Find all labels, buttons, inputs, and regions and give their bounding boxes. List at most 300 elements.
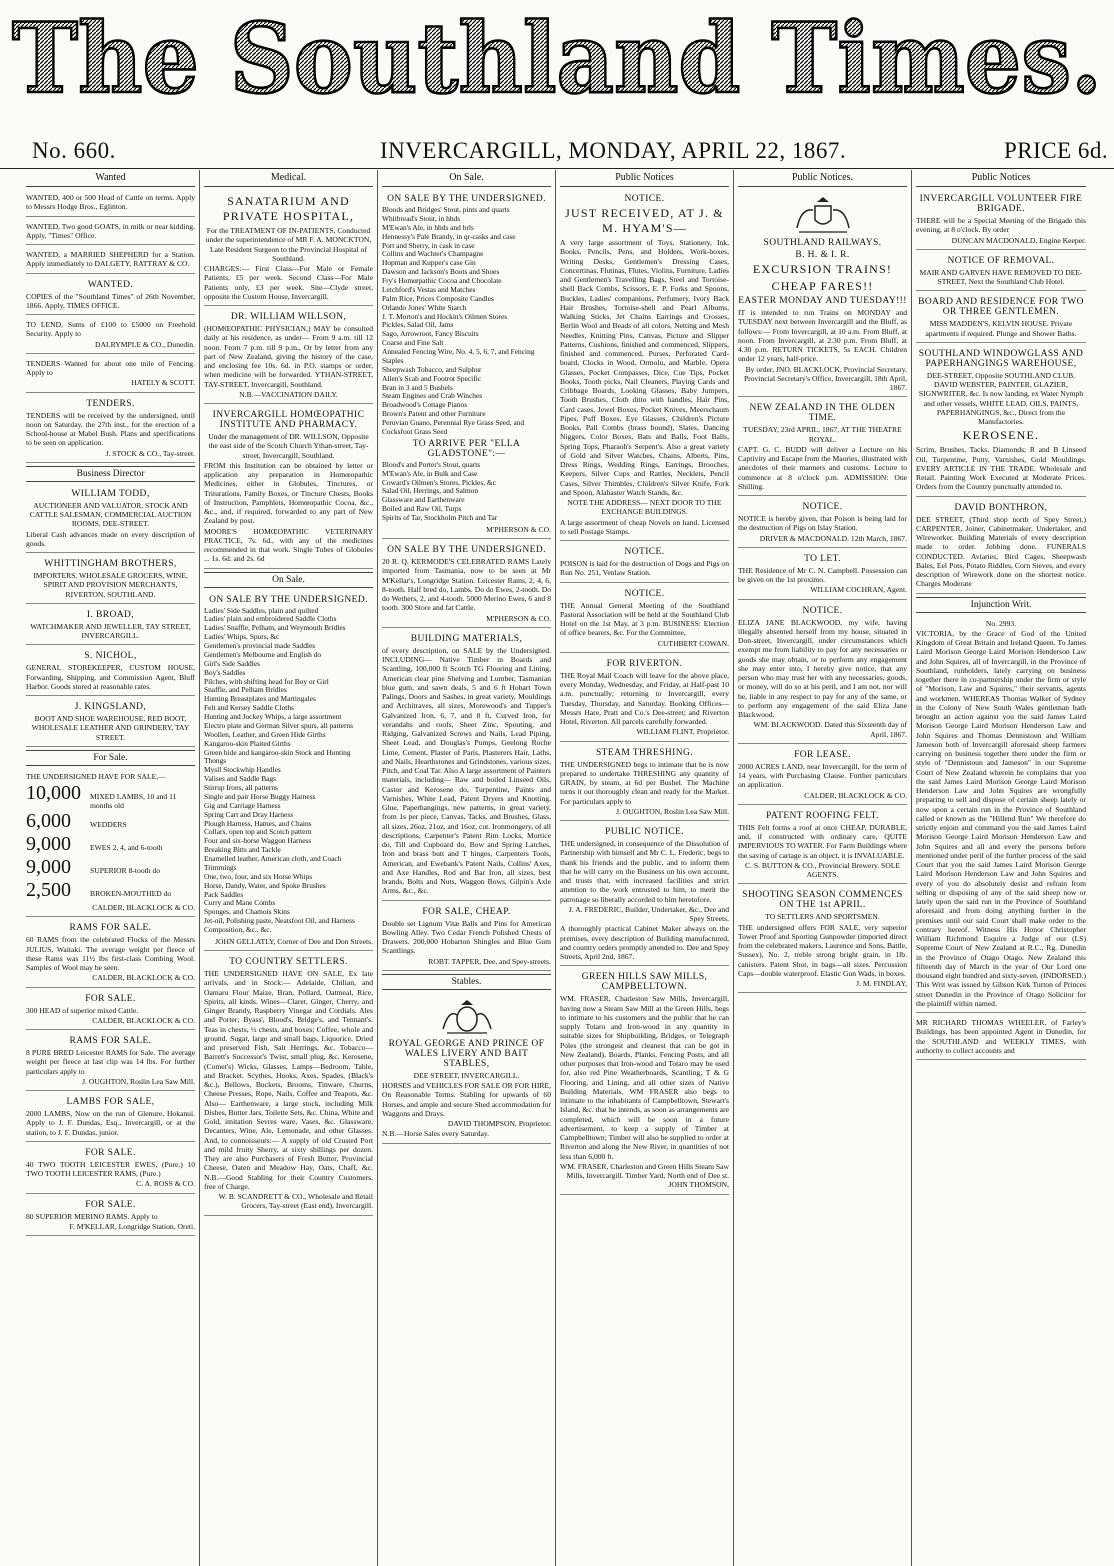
arrive-list	[382, 461, 551, 523]
list-item: Electro plate and German Silver spurs, all patterns	[204, 720, 353, 730]
ad	[26, 395, 195, 463]
list-item: Kangaroo-skin Plaited Girths	[204, 738, 291, 748]
ad	[382, 541, 551, 628]
stock-quantity: 9,000	[26, 856, 71, 878]
ad-title: ON SALE BY THE UNDERSIGNED.	[387, 194, 546, 204]
ad-title: NOTICE.	[624, 547, 665, 557]
list-item: Hunting Breastplates and Martingales	[204, 694, 316, 704]
list-item: Brown's Patent and other Furniture	[382, 409, 486, 419]
ad-text: N.B.—VACCINATION DAILY.	[239, 389, 338, 399]
masthead-title: The Southland Times.	[12, 2, 1102, 108]
royal-arms-icon	[793, 196, 853, 234]
section-heading: Injunction Writ.	[916, 597, 1086, 613]
stock-row	[26, 879, 195, 902]
ad	[382, 630, 551, 901]
ad	[26, 485, 195, 553]
ad	[916, 252, 1086, 292]
ad-signature: WILLIAM FLINT, Proprietor.	[636, 727, 729, 737]
ad-text: TO SETTLERS AND SPORTSMEN.	[765, 912, 880, 922]
list-item: Valises and Saddle Bags	[204, 774, 277, 784]
royal-crest-icon	[439, 999, 495, 1035]
ad-text: THE Residence of Mr C. N. Campbell. Possession can be given on the 1st proximo.	[738, 565, 907, 584]
ad-signature: J. OUGHTON, Roslin Lea Saw Mill.	[616, 806, 729, 816]
ad-title: BUILDING MATERIALS,	[410, 633, 523, 644]
list-item: Blood's and Porter's Stout, quarts	[382, 459, 481, 469]
ad-text: 80 SUPERIOR MERINO RAMS. Apply to	[26, 1211, 158, 1221]
ad-title: FOR SALE.	[85, 1199, 136, 1210]
ad-text: For the TREATMENT OF IN-PATIENTS, Conducted under the superintendence of MR F. A. MONCKTON, Late Resident Surgeon to the Provincial Hospital of Southland.	[205, 226, 372, 263]
ad	[916, 616, 1086, 1014]
list-item: Collins and Wachter's Champagne	[382, 249, 484, 259]
list-item: Pack Saddles	[204, 889, 244, 899]
list-item: Collars, open top and Scotch pattern	[204, 827, 312, 837]
ad-text: NOTICE is hereby given, that Poison is being laid for the destruction of Pigs on Islay Station.	[738, 514, 907, 533]
ad	[26, 555, 195, 604]
masthead-logo	[0, 0, 1114, 108]
section-heading: Business Director	[26, 466, 195, 482]
column-heading: On Sale.	[382, 170, 551, 187]
list-item: Letchford's Vestas and Matches	[382, 284, 476, 294]
ad	[738, 498, 907, 548]
ad-subtitle: CHEAP FARES!!	[771, 279, 874, 293]
ad	[26, 990, 195, 1031]
ad-text: CAPT. G. C. BUDD will deliver a Lecture on his Captivity and Escape from the Maories, illustrated with anecdotes of their manners and customs. Lecture to commence at 8 o'clock p.m. ADMISSION: One Shilling.	[738, 444, 907, 491]
ad-text: N.B.—Horse Sales every Saturday.	[382, 1129, 490, 1139]
ad-text: 2000 LAMBS, Now on the run of Glenure, Hokanui. Apply to J. F. Dundas, Esq., Invercargill, or at the station, to J. F. Dundas, junior.	[26, 1109, 195, 1137]
ad	[204, 308, 373, 404]
list-item: Horse, Dandy, Water, and Spoke Brushes	[204, 880, 326, 890]
ad-signature: JOHN GELLATLY, Corner of Dee and Don Streets.	[215, 936, 373, 946]
ad-subtitle: KEROSENE.	[962, 428, 1040, 443]
ad	[26, 317, 195, 354]
list-item: Whitbread's Stout, in hhds	[382, 213, 461, 223]
ad-signature: M'PHERSON & CO.	[486, 524, 551, 534]
ad	[26, 1144, 195, 1194]
column-public-notices-1	[556, 170, 734, 1566]
list-item: Gentlemen's provincial made Saddles	[204, 641, 316, 650]
section-heading: For Sale.	[26, 750, 195, 766]
ad-signature: WILLIAM COCHRAN, Agent.	[810, 585, 907, 595]
ad-title: SHOOTING SEASON COMMENCES ON THE 1st APRIL.	[742, 890, 903, 911]
ad-text: TUESDAY, 23rd APRIL, 1867, AT THE THEATRE ROYAL.	[743, 425, 902, 444]
ad-title: FOR SALE, CHEAP.	[422, 906, 511, 917]
ad-subtitle: TO ARRIVE PER "ELLA GLADSTONE":—	[412, 438, 521, 459]
ad-subtitle: B. H. & I. R.	[795, 250, 850, 260]
column-heading: Public Notices.	[738, 170, 907, 187]
columns	[22, 170, 1114, 1566]
ad	[26, 190, 195, 217]
ad-text: 60 RAMS from the celebrated Flocks of the Messrs JULIUS, Waitaki. The average weight per fleece of these Rams was 11½ lbs first-class Combing Wool. Samples of Wool may be seen.	[26, 935, 195, 972]
ad	[738, 886, 907, 993]
issue-price: PRICE 6d.	[1004, 138, 1109, 163]
ad-text: A very large assortment of Toys, Stationery, Ink, Books, Pencils, Pens, and Holders, Work-boxes, Writing Desks, Gentlemen's Dressing Cases, Concertinas, Flutinas, Flutes, Violins, Furniture, Ladies and Gentlemen's Travelling Bags, Steel and Tortoise-shell Back Combs, Scissors, E. P. Forks and Spoons, Buckles, Ladies' companions, Perfumery, Ivory Back Hair Brushes, Tortoise-shell and Pearl Albums, Walking Sticks, Jet Chains Earrings and Crosses, Berlin Wool and Beads of all colors, Netting and Mesh Needles, Knitting Pins, Canvas, Picture and Slipper Patterns, Cushions, finished and commenced, Slippers, finished and commenced, Purses, Perforated Card-board, Clocks in Wood, Ormolu, and Marble, Opera Glasses, Pocket Compasses, Dice, Cue Tips, Pocket Books, Tooth picks, Nail Cleaners, Playing Cards and Cribbage Boards, Looking Glasses, Baby Jumpers, Tooth Brushes, Cloth ditto with handles, Hair Pins, Card cases, Jewel Boxes, Pocket Knives, Meerschaum Pipes, Puff Boxes, Eye Glasses, Children's Picture Books, Pall Combs (brass bound), Slates, Dancing Niggers, Color Boxes, Bats and Balls, Foot Balls, Spring Tops, Pharaoh's Serpent's. Also a great variety of Gold and Silver Watches, Chains, Alberts, Pins, Dress Rings, Wedding Rings, Earrings, Brooches, Keepers, Silver Cups and Rattles, Necklets, Pencil Cases, Silver Thimbles, Children's Silver Knife, Fork and Spoon, Alabaster Watch Stands, &c.	[560, 238, 729, 497]
list-item: Boy's Saddles	[204, 667, 246, 677]
ad-text: MR RICHARD THOMAS WHEELER, of Farley's Buildings, has been appointed Agent in Dunedin, for the SOUTHLAND and WEEKLY TIMES, with authority to collect accounts and	[916, 1018, 1086, 1055]
list-item: Ladies' plain and embroidered Saddle Cloths	[204, 614, 337, 624]
ad	[26, 219, 195, 246]
ad-signature: F. M'KELLAR, Longridge Station, Oreti.	[69, 1221, 195, 1231]
list-item: Ladies' Snaffle, Pelham, and Weymouth Bridles	[204, 623, 346, 633]
ad-text: COPIES of the "Southland Times" of 26th November, 1866. Apply, TIMES OFFICE.	[26, 291, 195, 310]
ad-text: VICTORIA, by the Grace of God of the United Kingdom of Great Britain and Ireland Queen. To James Laird Morison George Laird Morison Henderson Law and John Squires, all of Invercargill, in the Province of Southland, runholders, lately carrying on business together there in co-partnership under the firm or style of "Morison, Law and Squires," their servants, agents and workmen. WHEREAS Thomas Walker of Sydney in the Colony of New South Wales gentleman hath brought an action against you the said James Laird Morison George Laird Morison Henderson Law and John Squires and Thomas Dennistoun and William Jameson both of Invercargill aforesaid sheep farmers carrying on business together there under the firm or style of "Dennistoun and Jameson" in our Supreme Court of New Zealand wherein he complains that you the said James Laird Morison George Laird Morison Henderson Law and John Squires are wrongfully preparing to sell and dispose of certain sheep lately or now upon a certain run in the Province of Southland called or known as the "Hillend Run" We therefore do strictly enjoin and command you the said James Laird Morison George Laird Morison Henderson Law and John Squires and all and every the persons before mentioned under peril of the further process of the said Court that you the said James Laird Morison George Laird Morison Henderson Law and John Squires and every of you do absolutely desist and refrain from selling or disposing of any of the said sheep now or lately upon the said run in the Province of Southland aforesaid and from doing anything further in the premises until our said Court shall make order to the contrary hereof. Witness His Honor Christopher William Richmond Esquire a Judge of our (LS) Supreme Court of New Zealand at R.C., Rg. Dunedin in the Province of Otago Otago. New Zealand this fifteenth day of March in the year of Our Lord one thousand eight hundred and sixty-seven. (INDORSED.) This Writ was issued by Gibson Kirk Turton of Princes street Dunedin in the Province of Otago Solicitor for the plaintiff within named.	[916, 628, 1086, 1008]
ad-text: WANTED, Two good GOATS, in milk or near kidding. Apply, "Times" Office.	[26, 221, 195, 240]
list-item: Gig and Carriage Harness	[204, 800, 281, 810]
ad-text: (HOMŒOPATHIC PHYSICIAN,) MAY be consulted daily at his residence, as under— From 9 a.m. till 12 noon. From 7 p.m. till 9 p.m., Or by letter from any part of New Zealand, giving the history of the case, and enclosing fee 10s. 6d. in P.O. stamps or order, when medicine will be forwarded. YTHAN-STREET, TAY-STREET, Invercargill, Southland.	[204, 324, 373, 389]
ad-text: THE undersigned offers FOR SALE, very superior Tower Proof and Sporting Gunpowder (imported direct from the celebrated makers, Laurence and Sons, Battle, Sussex), No. 2, treble strong bright grain, in 1lb. canisters. Patent Shot, in bags—all sizes. Percussion Caps—double waterproof. Elastic Gun Wads, in boxes.	[738, 922, 907, 978]
list-item: Jet-oil, Polishing paste, Neatsfoot Oil, and Harness Composition, &c., &c.	[204, 916, 355, 934]
stock-row	[26, 782, 195, 810]
ad-text: WANTED, a MARRIED SHEPHERD for a Station. Apply immediately to DALGETY, RATTRAY & CO.	[26, 250, 195, 269]
goods-list	[382, 206, 551, 437]
ad-text: MAIR AND GARVEN HAVE REMOVED TO DEE-STREET, Next the Southland Club Hotel.	[919, 267, 1083, 286]
column-public-notices-3	[912, 170, 1090, 1566]
ad-title: PATENT ROOFING FELT.	[766, 810, 879, 821]
ad-text: Scrim, Brushes, Tacks, Diamonds; R and B Linseed Oil, Turpentine, Putty, Varnishes, Gold Mouldings. EVERY ARTICLE IN THE TRADE. Wholesale and Retail. Painting Work Executed at Moderate Prices. Orders from the Country punctually attended to.	[916, 445, 1086, 492]
section-heading: On Sale.	[204, 572, 373, 588]
ad-title: J. KINGSLAND,	[74, 702, 147, 712]
ad-title: DR. WILLIAM WILLSON,	[230, 312, 347, 322]
ad-title: ROYAL GEORGE AND PRINCE OF WALES LIVERY AND BAIT STABLES,	[388, 1038, 545, 1069]
list-item: Enamelled leather, American cloth, and Coach Trimmings	[204, 854, 342, 872]
ad-signature: W. B. SCANDRETT & CO., Wholesale and Retail Grocers, Tay-street (East end), Invercargill.	[218, 1192, 373, 1211]
ad-title: I. BROAD,	[86, 609, 135, 620]
ad	[382, 903, 551, 971]
ad-text: FROM this Institution can be obtained by letter or application any preparation in Homœopathic Medicines, either in Globules, Tinctures, or Triturations, Family Boxes, or Tincture Chests, Books of Instruction, Pamphlets, Homœopathic Cocoa, &c., &c., and, if required, forwarded to any part of New Zealand by post.	[204, 460, 373, 526]
ad-signature: CUTHBERT COWAN.	[657, 638, 729, 648]
ad-signature: DAVID THOMPSON, Proprietor.	[447, 1119, 551, 1129]
list-item: Peruvian Guano, Perennial Rye Grass Seed, and Cocksfoot Grass Seed	[382, 418, 525, 436]
ad-title: INVERCARGILL VOLUNTEER FIRE BRIGADE.	[919, 194, 1083, 214]
list-item: Bran in 3 and 5 Bushels	[382, 382, 453, 392]
list-item: Woollen, Leather, and Green Hide Girths	[204, 729, 326, 739]
list-item: Four and six-horse Waggon Harness	[204, 836, 312, 846]
list-item: Plough Harness, Hames, and Chains	[204, 818, 312, 828]
ad-text: DEE STREET, INVERCARGILL.	[413, 1070, 520, 1080]
list-item: Hennessy's Pale Brandy, in qr-casks and case	[382, 231, 516, 241]
ad-text: DEE-STREET, Opposite SOUTHLAND CLUB. DAVID WEBSTER, PAINTER, GLAZIER, SIGNWRITER, &c. Is now landing, ex Water Nymph and other vessels, WHITE LEAD, OILS, PAINTS, PAPERHANGINGS, &c., Direct from the Manufactories.	[918, 370, 1084, 426]
ad	[26, 769, 195, 918]
list-item: Ladies' Side Saddles, plain and quilted	[204, 605, 319, 615]
ad-title: TO COUNTRY SETTLERS.	[229, 957, 348, 968]
list-item: Sponges, and Chamois Skins	[204, 907, 290, 917]
stock-row	[26, 856, 195, 879]
stock-row	[26, 810, 195, 833]
ad-title: NOTICE.	[624, 194, 665, 204]
list-item: Coward's Oilmen's Stores, Pickles, &c	[382, 477, 496, 487]
ad-title: S. NICHOL,	[84, 651, 137, 662]
ad-text: TENDERS will be received by the undersigned, until noon on Saturday, the 27th inst., for the erection of a School-house at Mabel Bush. Plans and specifications to be seen on application.	[26, 410, 195, 448]
ad	[26, 919, 195, 987]
ad	[26, 1093, 195, 1142]
ad	[26, 356, 195, 393]
ad	[26, 276, 195, 316]
ad-text: BOOT AND SHOE WAREHOUSE, RED BOOT, WHOLESALE LEATHER AND GRINDERY, TAY STREET.	[31, 714, 190, 742]
ad-signature: WM. FRASER, Charleston and Green Hills Steam Saw Mills, Invercargill. Timber Yard, North end of Dee st. JOHN THOMSON,	[560, 1161, 729, 1190]
ad-title: ON SALE BY THE UNDERSIGNED.	[387, 545, 546, 556]
ad	[916, 345, 1086, 497]
ad-title: LAMBS FOR SALE,	[66, 1097, 155, 1107]
ad	[26, 1032, 195, 1091]
column-heading: Public Notices	[560, 170, 729, 187]
ad-title: BOARD AND RESIDENCE FOR TWO OR THREE GENTLEMEN.	[918, 297, 1084, 318]
ad-text: THE undersigned, in consequence of the Dissolution of Partnership with himself and Mr C. L. Frederic, begs to thank his friends and the public, and to inform them that he will carry on the Business on his own account, and trusts that, with increased facilities and strict attention to the work entrusted to him, to merit the patronage so liberally accorded to him heretofore.	[560, 839, 729, 904]
stock-description: BROKEN-MOUTHED do	[90, 889, 172, 898]
ad-title: NEW ZEALAND IN THE OLDEN TIME.	[749, 403, 896, 424]
list-item: Felt and Kersey Saddle Cloths	[204, 703, 294, 713]
ad-signature: ROBT. TAPPER, Dee, and Spey-streets.	[428, 956, 551, 966]
list-item: Hunting and Jockey Whips, a large assortment	[204, 712, 342, 721]
list-item: Green hide and kangaroo-skin Stock and Hunting Thongs	[204, 747, 351, 766]
ad-signature: J. OUGHTON, Roslin Lea Saw Mill.	[82, 1076, 195, 1086]
ad	[382, 190, 551, 539]
ad-title: TENDERS.	[86, 398, 135, 409]
list-item: Dawson and Jackson's Boots and Shoes	[382, 267, 500, 277]
list-item: Ladies' Whips, Spurs, &c	[204, 632, 280, 642]
ad	[26, 647, 195, 696]
stock-quantity: 10,000	[26, 782, 81, 804]
list-item: M'Ewan's Ale, in Bulk and Case	[382, 468, 478, 478]
list-item: Bloods and Bridges' Stout, pints and quarts	[382, 205, 510, 214]
ad	[560, 744, 729, 822]
list-item: Steam Engines and Crab Winches	[382, 391, 483, 401]
ad-signature: DUNCAN MACDONALD, Engine Keeper.	[951, 235, 1086, 245]
ad	[204, 406, 373, 569]
ad-signature: J. A. FREDERIC, Builder, Undertaker, &c., Dee and Spey Streets.	[568, 904, 729, 923]
column-public-notices-2	[734, 170, 912, 1566]
ad-title: FOR RIVERTON.	[606, 658, 683, 669]
stock-quantity: 2,500	[26, 879, 71, 901]
ad-text: THIS Felt forms a roof at once CHEAP, DURABLE, and, if constructed with ordinary care, QUITE IMPERVIOUS TO WATER. For Farm Buildings where the saving of cartage is an object, it is INVALUABLE.	[738, 822, 907, 860]
ad-title: WILLIAM TODD,	[71, 488, 150, 499]
ad-text: THE UNDERSIGNED begs to intimate that he is now prepared to undertake THRESHING any quantity of GRAIN, by steam, at 6d per Bushel. The Machine turns it out thoroughly clean and ready for the Market. For particulars apply to	[560, 759, 729, 806]
column-wanted	[22, 170, 200, 1566]
stock-description: WEDDERS	[90, 820, 127, 829]
ad-text: WATCHMAKER AND JEWELLER, TAY STREET, INVERCARGILL.	[30, 621, 191, 640]
list-item: Sago, Arrowroot, Fancy Biscuits	[382, 329, 479, 339]
ad	[204, 190, 373, 306]
list-item: Sheepwash Tobacco, and Sulphur	[382, 364, 482, 374]
ad-subtitle: JUST RECEIVED, AT J. & M. HYAM'S—	[565, 206, 724, 235]
list-item: Gentlemen's Melbourne and English do	[204, 649, 322, 659]
ad-text: Double set Lignum Vitæ Balls and Pins for American Bowling Alley. Two Cedar French Polished Chests of Drawers. 200,000 Hobarton Shingles and Blue Gum Scantlings.	[382, 918, 551, 956]
ad-text: THERE will be a Special Meeting of the Brigade this evening, at 8 o'clock. By order	[916, 216, 1086, 235]
list-item: Curry and Mane Combs	[204, 898, 276, 908]
ad-title: NOTICE.	[802, 502, 843, 512]
ad	[382, 993, 551, 1144]
ad-text: MISS MADDEN'S, KELVIN HOUSE. Private apartments if required. Plunge and Shower Baths.	[925, 319, 1077, 338]
ad	[26, 698, 195, 747]
ad	[204, 591, 373, 952]
stock-description: EWES 2, 4, and 6-tooth	[90, 843, 163, 852]
column-heading: Wanted	[26, 170, 195, 187]
ad-text: MOORE'S HOMŒOPATHIC VETERINARY PRACTICE, 7s. 6d., with any of the medicines recommended in that work. Single Tubes of Globules ... 1s. 6d. and 2s. 6d	[204, 526, 373, 564]
list-item: Orlando Jones' White Starch	[382, 302, 467, 312]
ad-title: RAMS FOR SALE.	[69, 1036, 152, 1046]
ad-signature: J. STOCK & CO., Tay-street.	[105, 448, 195, 458]
ad-text: IT is intended to run Trains on MONDAY and TUESDAY next between Invercargill and the Bluff, as follows:— From Invercargill, at 10 a.m. From Bluff, at noon. From Invercargill, at 2.30 p.m. From Bluff, at 4.30 p.m. RETURN TICKETS, 5s EACH. Children under 12 years, half-price.	[738, 308, 907, 364]
ad-title: RAMS FOR SALE.	[69, 923, 152, 934]
ad-signature: M'PHERSON & CO.	[486, 613, 551, 623]
ad-text: 20 R. Q. KERMODE'S CELEBRATED RAMS Lately imported from Tasmania, now to be seen at Mr M'Kellar's, Longridge Station. Leicester Rams, 2, 4, 6, 8-tooth. Half bred do, Lambs. Do do Ewes, 2-tooth. Do do Wethers, 2, and 4-tooth. 5000 Merino Ewes, 6 and 8 tooth. 300 Store and fat Cattle.	[382, 557, 551, 613]
ad-signature: C. A. ROSS & CO.	[136, 1179, 195, 1189]
ad-subtitle: EASTER MONDAY AND TUESDAY!!!	[738, 296, 907, 306]
ad-text: 8 PURE BRED Leicester RAMS for Sale. The average weight per fleece at last clip was 14 lbs. For further particulars apply to	[26, 1048, 195, 1076]
column-medical	[200, 170, 378, 1566]
stock-row	[26, 833, 195, 856]
list-item: Palm Rice, Prices Composite Candles	[382, 293, 494, 303]
ad-signature: J. M. FINDLAY,	[856, 979, 907, 988]
ad-title: DAVID BONTHRON,	[954, 502, 1048, 513]
ad-title: SOUTHLAND WINDOWGLASS AND PAPERHANGINGS WAREHOUSE,	[918, 348, 1084, 369]
list-item: Glassware and Earthenware	[382, 495, 465, 505]
list-item: Salad Oil, Herrings, and Salmon	[382, 486, 479, 496]
list-item: M'Ewan's Ale, in hhds and brls	[382, 222, 474, 232]
ad	[26, 247, 195, 274]
ad-text: POISON is laid for the destruction of Dogs and Pigs on Run No. 251, Venlaw Station.	[560, 559, 729, 578]
ad-signature: CALDER, BLACKLOCK & CO.	[92, 903, 195, 912]
ad-text: Under the management of DR. WILLSON, Opposite the east side of the Scotch Church Ythan-street, Tay-street, Invercargill, Southland.	[208, 432, 369, 460]
ad-title: WANTED.	[87, 279, 134, 290]
ad-title: GREEN HILLS SAW MILLS, CAMPBELLTOWN.	[581, 972, 708, 993]
ad	[916, 1015, 1086, 1060]
ad	[26, 606, 195, 646]
ad-text: 40 TWO TOOTH LEICESTER EWES, (Pure.) 10 TWO TOOTH LEICESTER RAMS, (Pure.)	[26, 1159, 195, 1178]
list-item: Pickles, Salad Oil, Jams	[382, 320, 454, 330]
issue-bar	[0, 136, 1114, 169]
ad	[560, 190, 729, 541]
column-heading: Medical.	[204, 170, 373, 187]
list-item: Snaffle, and Pelham Bridles	[204, 685, 287, 695]
ad	[738, 550, 907, 600]
list-item: Girl's Side Saddles	[204, 658, 260, 668]
list-item: Fry's Homœpathic Cocoa and Chocolate	[382, 276, 502, 285]
ad-signature: HATELY & SCOTT.	[131, 378, 195, 388]
list-item: Mysll Stockwhip Handles	[204, 765, 281, 775]
ad-text: IMPORTERS, WHOLESALE GROCERS, WINE, SPIRIT AND PROVISION MERCHANTS, RIVERTON, SOUTHLAND.	[33, 571, 188, 599]
ad-text: THE UNDERSIGNED HAVE ON SALE, Ex late arrivals, and in Stock:— Adelaide, Chilian, and Oamaru Flour Maize, Bran, Pollard, Oatmeal, Rice, Spirits, all kinds. Wines—Claret, Ginger, Cherry, and Ginger Brandy, Raspberry Vinegar and Cordials. Ales and Porter; Byass', Blood's, Bridge's, and Tennant's. Teas in chests, ½ chests, and boxes; Coffee, whole and ground. Sugar, large and small bags, Liquorice. Dried and preserved Fish, Salt Herrings, &c. Tobacco—Barrett's Successor's Twist, small plug, &c. Kerosene, (Comet's) Wicks, Glasses, Lamps—Bedroom, Table, and Bracket. Scythes, Hooks, Axes, Spades, (Black's &c.), Bellows, Buckets, Brooms, Tinware, Churns, Cheese Presses, Rope, Nails, Coffee and Teapots, &c. Also— Earthenware, a large stock, including Milk Dishes, Butter Jars, Toilette Sets, &c. China, White and Gold, imitation Sevres ware, Vases, &c. Glassware, Decanters, Wine, Ale, Lemonade, and other Glasses. And, to connoisseurs:— A supply of old Crusted Port and mild fruity Sherry, at sixty shillings per dozen. They are also Purchasers of Fresh Butter, Provincial Cheese, Oaten and Meadow Hay, Oats, Chaff, &c. N.B.—Good Stabling for their Country Customers, free of Charge.	[204, 969, 373, 1191]
ad-text: THE UNDERSIGNED HAVE FOR SALE,—	[26, 771, 166, 781]
column-heading: Public Notices	[916, 170, 1086, 187]
ad-text: A thoroughly practical Cabinet Maker always on the premises, every description of Building manufactured, and country orders promptly attended to. Dee and Spey Streets, April 2nd, 1867.	[560, 924, 729, 961]
list-item: Broadwood's Cottage Pianos	[382, 400, 468, 410]
list-item: Breaking Bitts and Tackle	[204, 845, 281, 855]
ad	[916, 293, 1086, 343]
ad	[738, 807, 907, 885]
ad-title: NOTICE.	[802, 605, 843, 616]
ad-text: THE Royal Mail Coach will leave for the above place, every Monday, Wednesday, and Friday, at Half-past 10 a.m. punctually; returning to Invercargill, every Tuesday, Thursday, and Saturday. Booking Offices—Messrs Hare, Pratt and Co.'s Dee-street; and Riverton Hotel, Riverton. All parcels carefully forwarded.	[560, 670, 729, 726]
section-heading: Stables.	[382, 974, 551, 990]
ad-text: TENDERS Wanted for about one mile of Fencing. Apply to	[26, 358, 195, 377]
ad	[738, 602, 907, 744]
stock-list	[26, 782, 195, 902]
ad	[738, 190, 907, 397]
stock-quantity: 9,000	[26, 833, 71, 855]
saddlery-list	[204, 607, 373, 935]
ad-text: ELIZA JANE BLACKWOOD, my wife, having illegally absented herself from my house, situated in Don-street, Invercargill, under circumstances which exempt me from liability to pay for any necessaries or goods she may obtain, or to perform any engagement she may enter into, I hereby give notice, that any person who may trust her with any necessaries, goods, or money, will do so at his peril, and I am not, nor will be, liable in any respect to pay for any of the same, or to perform any engagement of the said Eliza Jane Blackwood.	[738, 617, 907, 719]
ad	[560, 655, 729, 742]
ad-text: Liberal Cash advances made on every description of goods.	[26, 529, 195, 548]
ad	[916, 190, 1086, 250]
ad-text: THE Annual General Meeting of the Southland Pastoral Association will be held at the Southland Club Hotel on the 1st May, at 3 p.m. BUSINESS: Election of office bearers, &c. For the Committee,	[560, 600, 729, 638]
list-item: Stirrup Irons, all patterns	[204, 783, 278, 792]
ad-title: NOTICE OF REMOVAL.	[947, 255, 1055, 266]
list-item: Spring Cart and Dray Harness	[204, 809, 294, 819]
ad	[204, 953, 373, 1216]
ad-text: WM. FRASER, Charleston Saw Mills, Invercargill, having now a Steam Saw Mill at the Green Hills, begs to intimate to his customers and the public that he can supply Totaro and Iron-wood in any quantity in suitable sizes for Shipbuilding, Bridges, or Telegraph Poles (the strongest and cleanest that can be got in New Zealand), Boards, Planks, Fencing Posts, and all other purposes that Iron-wood and Totaro may be used for, also red Pine Weatherboards, Scantling, T & G Flooring, and Lining, and all other sizes of Native Building Materials. WM FRASER also begs to intimate to the inhabitants of Campbelltown, Stewart's Island, &c. that he intends, as soon as arrangements are completed, which will be soon in a future advertisement, to keep a supply of Timber at Campbelltown; Timber will also be supplied to order at Riverton and along the New River, in quantities of not less than 6,000 ft.	[560, 994, 729, 1161]
ad-title: FOR LEASE.	[794, 749, 851, 760]
ad	[26, 1196, 195, 1237]
ad	[560, 585, 729, 653]
list-item: Spirits of Tar, Stockholm Pitch and Tar	[382, 513, 498, 522]
list-item: Single and pair Horse Buggy Harness	[204, 791, 316, 801]
ad-title: STEAM THRESHING.	[595, 747, 693, 758]
ad-title: TO LET.	[804, 553, 841, 564]
ad-title: SANATARIUM AND PRIVATE HOSPITAL,	[222, 194, 355, 223]
ad-text: TO LEND, Sums of £100 to £5000 on Freehold Security. Apply to	[26, 320, 195, 339]
ad-title: SOUTHLAND RAILWAYS.	[763, 238, 882, 248]
list-item: Boiled and Raw Oil, Turps	[382, 504, 462, 514]
ad-text: No. 2993.	[985, 618, 1017, 628]
ad-title: WHITTINGHAM BROTHERS,	[44, 559, 177, 569]
ad-title: INVERCARGILL HOMŒOPATHIC INSTITUTE AND PHARMACY.	[212, 410, 365, 430]
issue-number: No. 660.	[32, 138, 116, 163]
ad-title: FOR SALE.	[85, 1147, 136, 1158]
ad-text: AUCTIONEER AND VALUATOR, STOCK AND CATTLE SALESMAN, COMMERCIAL AUCTION ROOMS, DEE-STREET.	[29, 500, 192, 529]
ad-signature: DRIVER & MACDONALD. 12th March, 1867.	[759, 533, 907, 543]
list-item: J. T. Morton's and Hockin's Oilmen Stores	[382, 311, 508, 321]
ad-text: HORSES and VEHICLES FOR SALE OR FOR HIRE, On Reasonable Terms. Stabling for upwards of 60 Horses, and ample and secure Shed accommodation for Waggons and Drays.	[382, 1081, 551, 1118]
stock-description: SUPERIOR 8-tooth do	[90, 866, 161, 875]
ad-signature: C. S. BUTTON & CO., Provincial Brewery. SOLE AGENTS.	[744, 860, 901, 879]
ad-signature: WM. BLACKWOOD. Dated this Sixteenth day of April, 1867.	[753, 720, 907, 739]
ad-signature: By order, JNO. BLACKLOCK, Provincial Secretary. Provincial Secretary's Office, Invercargill, 18th April, 1867.	[743, 364, 907, 392]
list-item: Allen's Scab and Footrot Specific	[382, 373, 482, 383]
list-item: One, two, four, and six Horse Whips	[204, 871, 313, 881]
ad	[916, 499, 1086, 594]
ad-title: PUBLIC NOTICE.	[605, 827, 684, 837]
ad	[738, 399, 907, 496]
stock-description: MIXED LAMBS, 10 and 11 months old	[90, 792, 177, 810]
list-item: Coarse and Fine Salt	[382, 338, 444, 348]
ad	[560, 968, 729, 1194]
ad-text: GENERAL STOREKEEPER, CUSTOM HOUSE, Forwarding, Shipping, and Commission Agent, Bluff Harbor. Goods stored at reasonable rates.	[26, 663, 195, 691]
list-item: Annealed Fencing Wire, No. 4, 5, 6, 7, and Fencing Staples	[382, 347, 535, 365]
stock-quantity: 6,000	[26, 810, 71, 832]
ad-title: ON SALE BY THE UNDERSIGNED.	[209, 594, 368, 605]
ad	[560, 823, 729, 966]
masthead	[0, 0, 1114, 108]
ad-text: WANTED, 400 or 500 Head of Cattle on terms. Apply to Messrs Hodge Bros., Eglinton.	[26, 193, 195, 212]
ad-title: FOR SALE.	[85, 993, 136, 1004]
list-item: Port and Sherry, in cask in case	[382, 240, 475, 250]
ad-text: NOTE THE ADDRESS— NEXT DOOR TO THE EXCHANGE BUILDINGS.	[567, 498, 722, 517]
issue-dateline: INVERCARGILL, MONDAY, APRIL 22, 1867.	[380, 138, 847, 163]
ad-signature: CALDER, BLACKLOCK & CO.	[92, 973, 195, 983]
ad-subtitle: EXCURSION TRAINS!	[752, 262, 893, 276]
ad-signature: DALRYMPLE & CO., Dunedin.	[95, 339, 195, 349]
column-on-sale	[378, 170, 556, 1566]
list-item: Hopman and Kupper's case Gin	[382, 258, 476, 268]
ad-signature: CALDER, BLACKLOCK & CO.	[92, 1015, 195, 1025]
ad-signature: CALDER, BLACKLOCK & CO.	[804, 790, 907, 800]
ad-text: DEE STREET, (Third shop north of Spey Street.) CARPENTER, Joiner, Cabinetmaker, Undertaker, and Wireworker. Building Materials of every description made to order. Jobbing done. FUNERALS CONDUCTED. Aviaries, Bird Cages, Sheepwash Bales, Eel Pots, Potato Riddles, Corn Sieves, and every description of Wirework done on the shortest notice. Charges Moderate	[916, 514, 1086, 589]
ad-text: of every description, on SALE by the Undersigned. INCLUDING— Native Timber in Boards and Scantling, 100,000 ft Scotch TG Flooring and Lining, American clear pine Shelving and Lumber, Tasmanian blue gum, and sawn deals, 5 and 6 ft Hobart Town Palings, Doors and Sashes, in great variety, Mouldings and Architraves, all sizes, Morewood's and Tupper's Galvanized Iron, 6, 7, and 8 ft, Curved Iron, for verandahs and roofs, Sheet Zinc, Spouting, and Ridging, Galvanized Screws and Nails, Lead Piping, Sheet Lead, and Douglas's Pumps, Geelong Roche Lime, Cement, Plaster of Paris, Plasterers Hair, Laths, and Nails, Hearthstones and Grindstones, various sizes, Pitch, and Coal Tar. Also A large assortment of Painters materials, including— Raw and boiled Linseed Oils, Castor and Kerosene do, Turpentine, Paints and Varnishes, White Lead, Patent Dryers and Knotting, Glue, Paperhangings, new patterns, in great variety, from 1s per piece, Canvas, Tacks, and Brushes, Glass, all sizes, 26oz, 21oz, and 16oz, cut. Ironmongery, of all descriptions, Carpenter's Patent Rim Locks, Mortice do, Till and Cupboard do, Bow and Spring Latches, Iron and brass butt and T hinges, Carpenters Tools, American, and Ewebank's Patent Nails, Collins' Axes, and Axe Handles, Rod and Bar Iron, all sizes, best brands, Bolts and Nuts, Waggon Bows, Gilpin's Axle Arms, &c., &c.	[382, 645, 551, 896]
ad	[560, 543, 729, 583]
ad-text: 300 HEAD of superior mixed Cattle.	[26, 1005, 139, 1015]
ad-text: A large assortment of cheap Novels on hand. Licensed to sell Postage Stamps.	[560, 517, 729, 536]
ad-text: 2000 ACRES LAND, near Invercargill, for the term of 14 years, with Purchasing Clause. Further particulars on application.	[738, 761, 907, 790]
ad-text: CHARGES:— First Class—For Male or Female Patients, £5 per week. Second Class—For Male Patients only, £3 per week. Site—Clyde street, opposite the Custom House, Invercargill.	[204, 264, 373, 301]
